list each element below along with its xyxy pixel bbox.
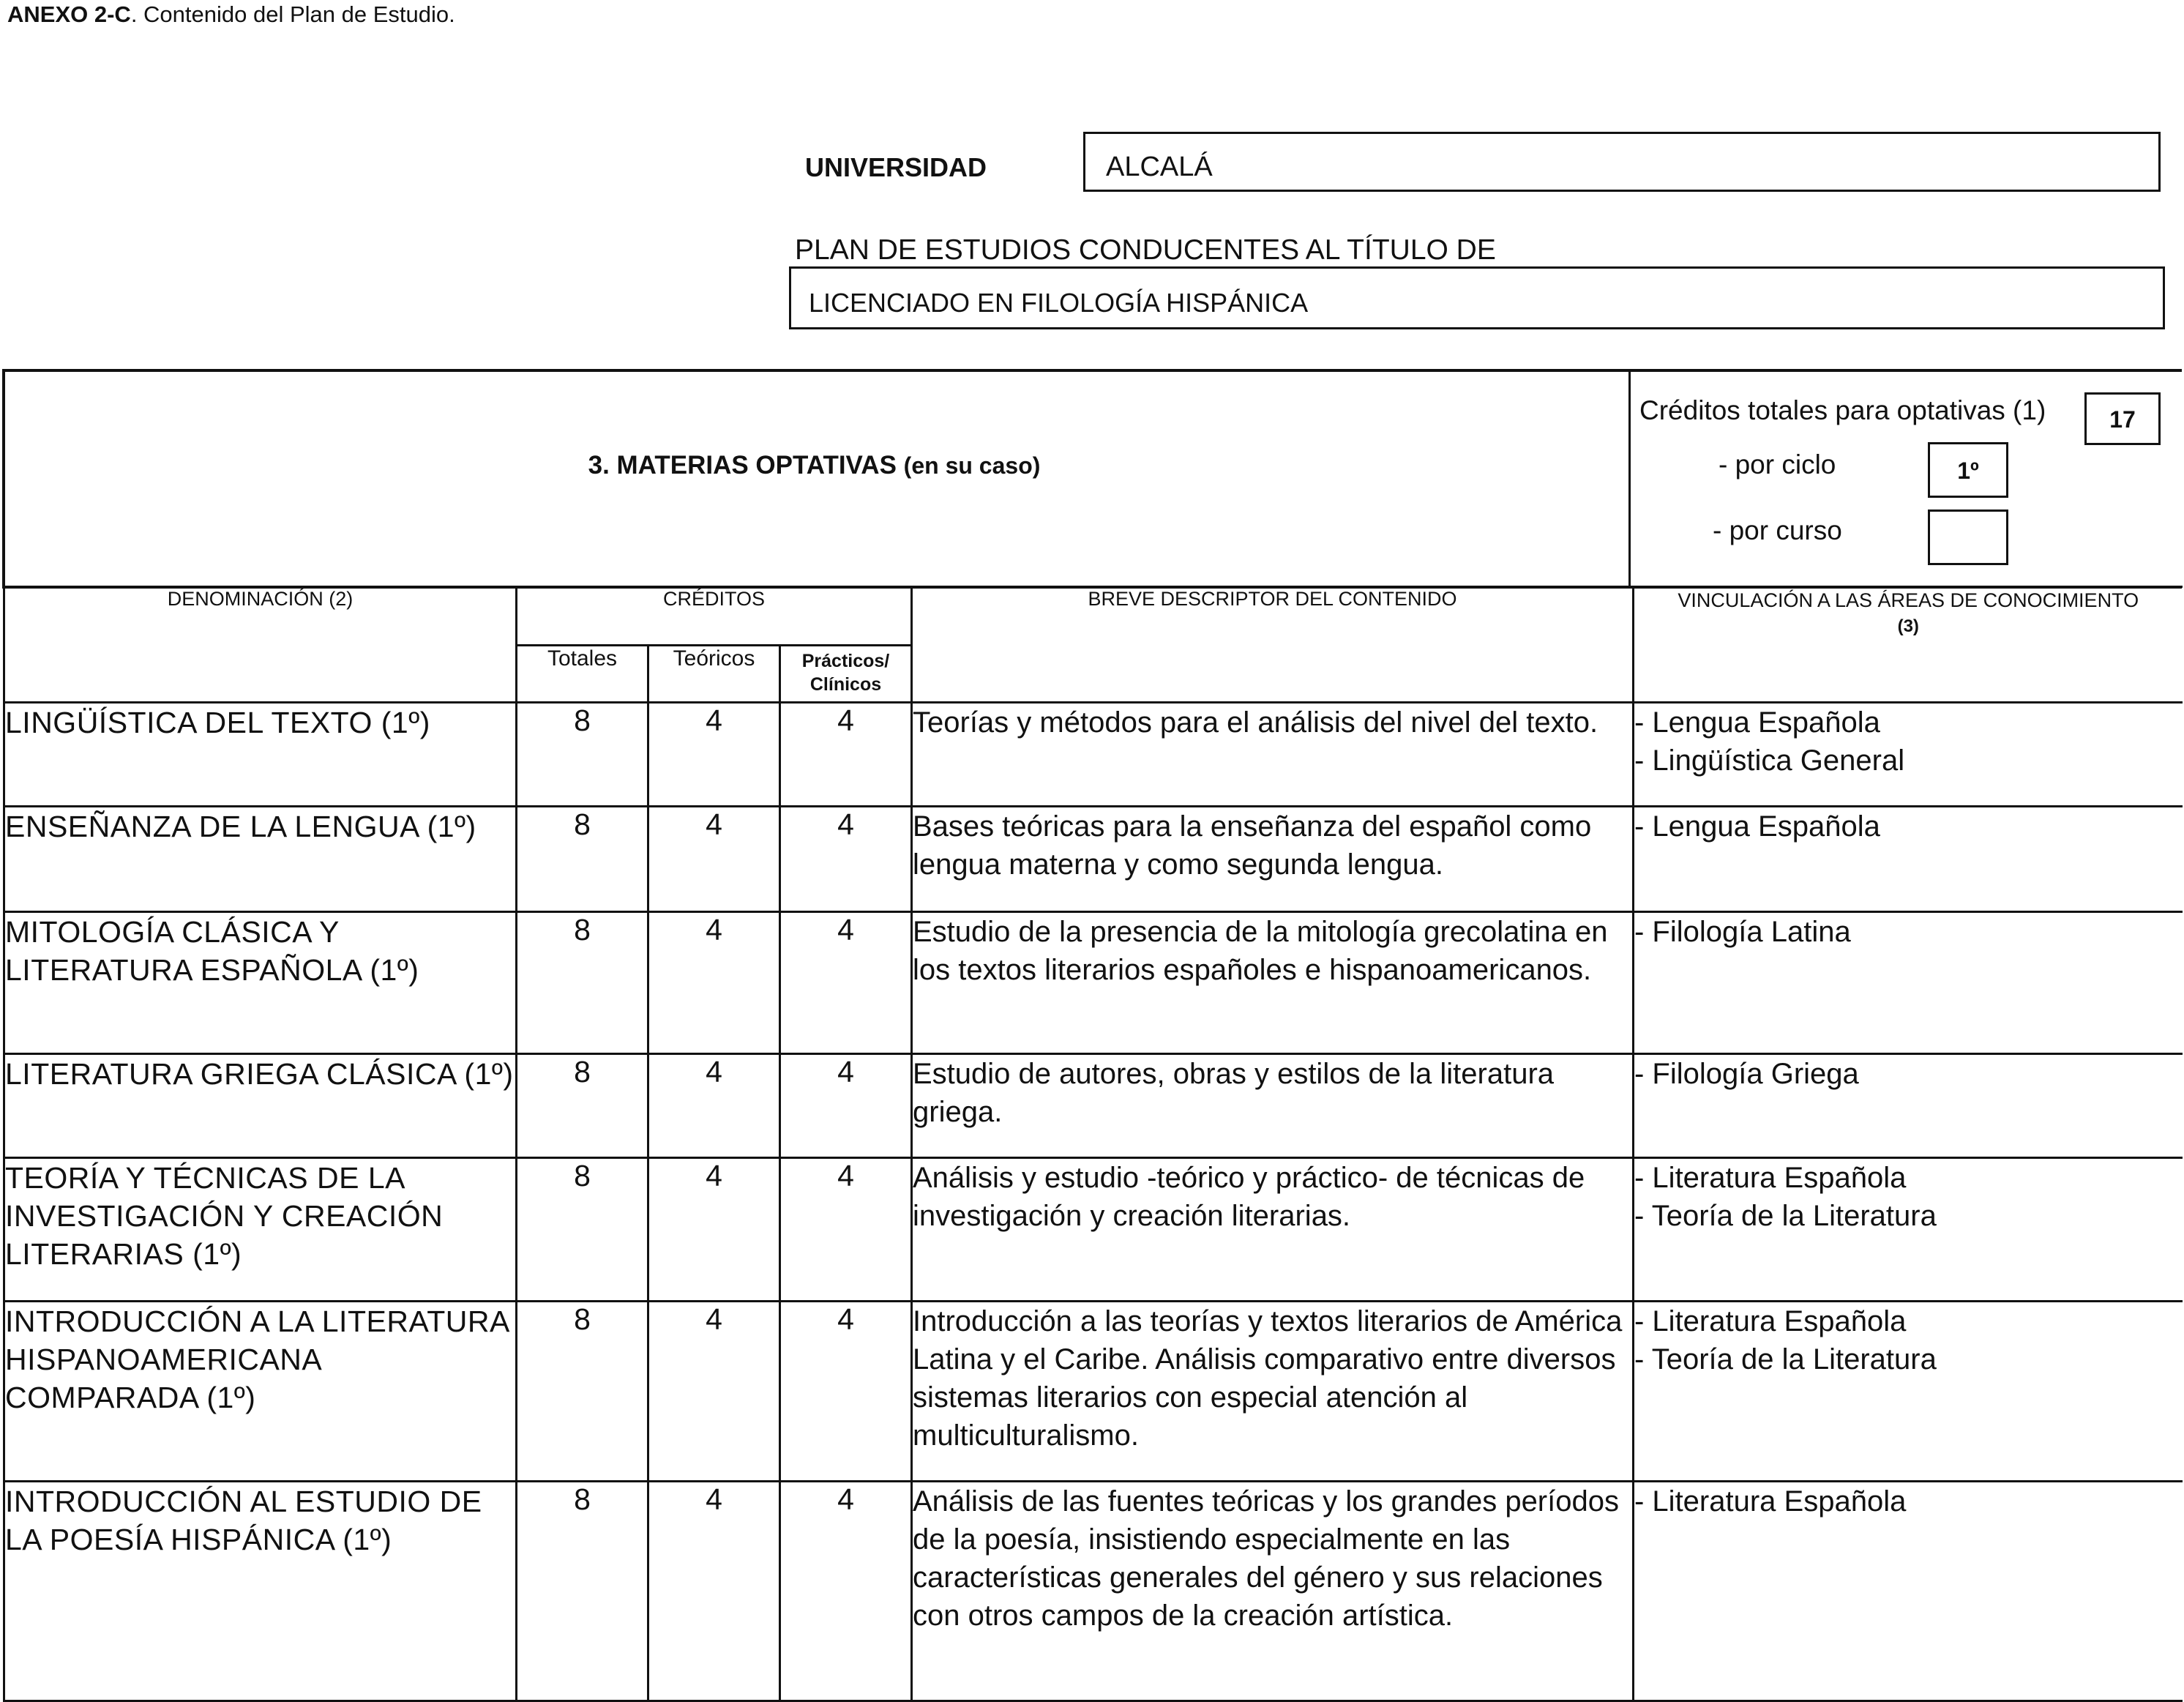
col-practical-line1: Prácticos/ bbox=[801, 651, 890, 671]
subject-name: LINGÜÍSTICA DEL TEXTO (1º) bbox=[4, 703, 517, 807]
section-title-suffix: (en su caso) bbox=[903, 452, 1041, 479]
subject-descriptor: Bases teóricas para la enseñanza del español como lengua materna y como segunda lengua. bbox=[912, 807, 1634, 912]
table-row bbox=[4, 912, 2183, 1054]
subject-descriptor: Introducción a las teorías y textos literarios de América Latina y el Caribe. Análisis comparativo entre diversos sistemas literarios con especial atención al multiculturalismo. bbox=[912, 1302, 1634, 1482]
table-row bbox=[4, 1054, 2183, 1158]
table-row bbox=[4, 807, 2183, 912]
section-title bbox=[0, 451, 1628, 480]
university-field bbox=[1083, 132, 2161, 192]
area-item: - Filología Latina bbox=[1634, 916, 1851, 948]
credits-practical: 4 bbox=[780, 807, 912, 912]
subject-areas bbox=[1634, 807, 2183, 912]
subject-name: MITOLOGÍA CLÁSICA Y LITERATURA ESPAÑOLA (1º) bbox=[4, 912, 517, 1054]
section-title-text: 3. MATERIAS OPTATIVAS bbox=[588, 451, 897, 479]
credits-total: 8 bbox=[517, 1302, 648, 1482]
table-row bbox=[4, 1302, 2183, 1482]
credits-total: 8 bbox=[517, 703, 648, 807]
col-areas-note: (3) bbox=[1897, 616, 1919, 636]
col-practical bbox=[780, 646, 912, 703]
credits-total: 8 bbox=[517, 1158, 648, 1302]
table-row bbox=[4, 1482, 2183, 1701]
col-areas bbox=[1634, 587, 2183, 703]
credits-theoretical: 4 bbox=[648, 912, 780, 1054]
subject-descriptor: Análisis y estudio -teórico y práctico- de técnicas de investigación y creación literarias. bbox=[912, 1158, 1634, 1302]
table-row bbox=[4, 703, 2183, 807]
subject-descriptor: Estudio de autores, obras y estilos de la literatura griega. bbox=[912, 1054, 1634, 1158]
university-label: UNIVERSIDAD bbox=[805, 152, 987, 182]
table-row bbox=[4, 1158, 2183, 1302]
area-item: - Teoría de la Literatura bbox=[1634, 1200, 1937, 1232]
area-item: - Literatura Española bbox=[1634, 1485, 1907, 1518]
col-theoretical: Teóricos bbox=[648, 646, 780, 703]
subject-name: LITERATURA GRIEGA CLÁSICA (1º) bbox=[4, 1054, 517, 1158]
area-item: - Literatura Española bbox=[1634, 1305, 1907, 1337]
credits-practical: 4 bbox=[780, 1054, 912, 1158]
col-credits: CRÉDITOS bbox=[517, 587, 912, 646]
credits-total: 8 bbox=[517, 912, 648, 1054]
area-item: - Teoría de la Literatura bbox=[1634, 1343, 1937, 1376]
area-item: - Filología Griega bbox=[1634, 1058, 1859, 1090]
credits-total: 8 bbox=[517, 1482, 648, 1701]
per-course-label: - por curso bbox=[1713, 515, 1842, 545]
credits-theoretical: 4 bbox=[648, 1482, 780, 1701]
col-descriptor: BREVE DESCRIPTOR DEL CONTENIDO bbox=[912, 587, 1634, 703]
subject-descriptor: Estudio de la presencia de la mitología grecolatina en los textos literarios españoles e hispanoamericanos. bbox=[912, 912, 1634, 1054]
plan-title-label: PLAN DE ESTUDIOS CONDUCENTES AL TÍTULO DE bbox=[795, 234, 1496, 266]
credits-theoretical: 4 bbox=[648, 703, 780, 807]
per-cycle-box: 1º bbox=[1928, 442, 2008, 498]
subject-descriptor: Teorías y métodos para el análisis del nivel del texto. bbox=[912, 703, 1634, 807]
subject-name: ENSEÑANZA DE LA LENGUA (1º) bbox=[4, 807, 517, 912]
section-header-divider bbox=[1628, 369, 1631, 589]
credits-total: 8 bbox=[517, 807, 648, 912]
subject-name: TEORÍA Y TÉCNICAS DE LA INVESTIGACIÓN Y CREACIÓN LITERARIAS (1º) bbox=[4, 1158, 517, 1302]
degree-value: LICENCIADO EN FILOLOGÍA HISPÁNICA bbox=[809, 288, 1309, 318]
per-cycle-label: - por ciclo bbox=[1719, 449, 1836, 479]
area-item: - Lengua Española bbox=[1634, 810, 1880, 843]
total-credits-label: Créditos totales para optativas (1) bbox=[1639, 395, 2046, 425]
subject-name: INTRODUCCIÓN AL ESTUDIO DE LA POESÍA HISPÁNICA (1º) bbox=[4, 1482, 517, 1701]
subject-name: INTRODUCCIÓN A LA LITERATURA HISPANOAMERICANA COMPARADA (1º) bbox=[4, 1302, 517, 1482]
subject-areas bbox=[1634, 1054, 2183, 1158]
col-practical-line2: Clínicos bbox=[809, 674, 882, 695]
table-header-row bbox=[4, 587, 2183, 646]
subject-areas bbox=[1634, 703, 2183, 807]
credits-theoretical: 4 bbox=[648, 1302, 780, 1482]
subjects-table bbox=[3, 586, 2183, 1702]
area-item: - Lengua Española bbox=[1634, 706, 1880, 739]
area-item: - Literatura Española bbox=[1634, 1162, 1907, 1194]
credits-total: 8 bbox=[517, 1054, 648, 1158]
credits-practical: 4 bbox=[780, 1158, 912, 1302]
credits-practical: 4 bbox=[780, 912, 912, 1054]
area-item: - Lingüística General bbox=[1634, 744, 1905, 777]
subject-areas bbox=[1634, 1302, 2183, 1482]
annex-label: ANEXO 2-C bbox=[7, 1, 131, 27]
credits-practical: 4 bbox=[780, 703, 912, 807]
subject-areas bbox=[1634, 1482, 2183, 1701]
credits-theoretical: 4 bbox=[648, 1054, 780, 1158]
subject-areas bbox=[1634, 912, 2183, 1054]
col-areas-text: VINCULACIÓN A LAS ÁREAS DE CONOCIMIENTO bbox=[1678, 589, 2139, 611]
subject-descriptor: Análisis de las fuentes teóricas y los grandes períodos de la poesía, insistiendo especialmente en las características generales del género y sus relaciones con otros campos de la creación artística. bbox=[912, 1482, 1634, 1701]
credits-theoretical: 4 bbox=[648, 1158, 780, 1302]
credits-theoretical: 4 bbox=[648, 807, 780, 912]
university-value: ALCALÁ bbox=[1106, 152, 1213, 182]
credits-practical: 4 bbox=[780, 1482, 912, 1701]
annex-subtitle: . Contenido del Plan de Estudio. bbox=[130, 1, 455, 27]
subject-areas bbox=[1634, 1158, 2183, 1302]
annex-heading bbox=[7, 1, 455, 28]
per-course-box bbox=[1928, 510, 2008, 565]
degree-field bbox=[789, 266, 2165, 329]
total-credits-box: 17 bbox=[2084, 392, 2161, 445]
credits-practical: 4 bbox=[780, 1302, 912, 1482]
col-totals: Totales bbox=[517, 646, 648, 703]
col-denomination: DENOMINACIÓN (2) bbox=[4, 587, 517, 703]
